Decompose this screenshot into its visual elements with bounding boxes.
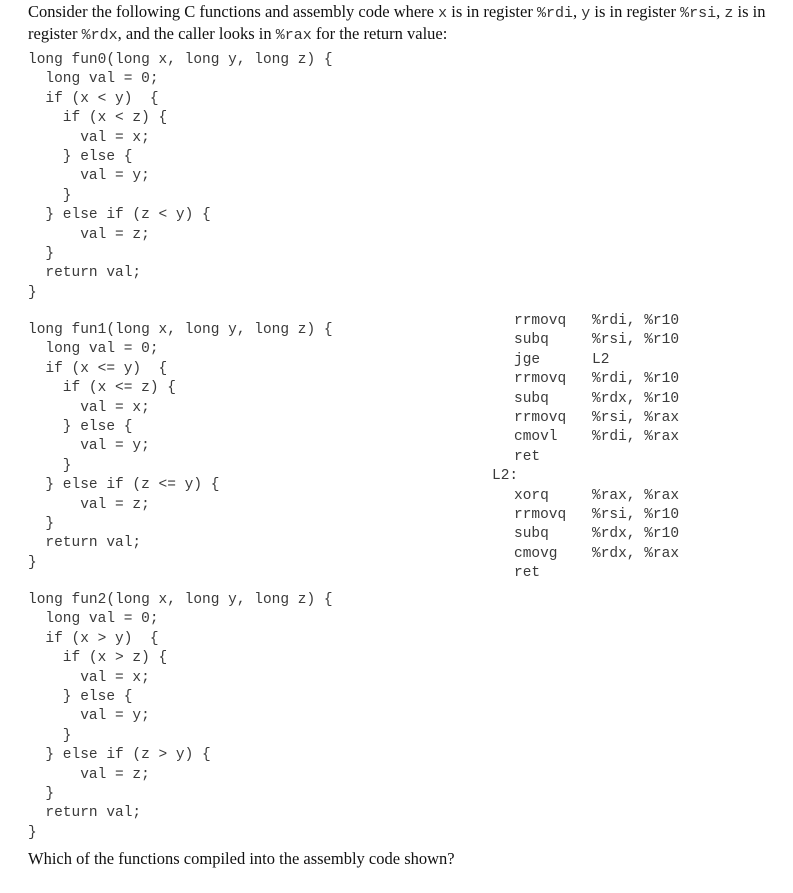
asm-instruction bbox=[492, 506, 679, 525]
code-line: } bbox=[28, 187, 72, 204]
asm-instruction bbox=[492, 564, 679, 583]
code-line: } bbox=[28, 785, 55, 802]
asm-label bbox=[492, 390, 514, 409]
asm-operands: L2 bbox=[592, 351, 610, 368]
code-line: if (x <= y) { bbox=[28, 360, 168, 377]
asm-instruction bbox=[492, 312, 679, 331]
reg-rax: %rax bbox=[275, 27, 312, 44]
asm-label-row bbox=[492, 467, 679, 486]
asm-opcode: cmovl bbox=[514, 429, 558, 446]
asm-operands: %rax, %rax bbox=[592, 487, 680, 504]
intro-text: is in register bbox=[28, 2, 766, 43]
asm-label bbox=[492, 545, 514, 564]
code-line: val = y; bbox=[28, 438, 150, 455]
code-line: if (x > z) { bbox=[28, 650, 168, 667]
code-line: long fun0(long x, long y, long z) { bbox=[28, 52, 333, 68]
code-line: } bbox=[28, 554, 37, 571]
asm-label bbox=[492, 331, 514, 350]
asm-label: L2: bbox=[492, 468, 519, 485]
asm-opcode: subq bbox=[514, 390, 549, 407]
asm-operands: %rdi, %r10 bbox=[592, 371, 680, 388]
intro-text: Consider the following C functions and assembly code where bbox=[28, 2, 439, 21]
intro-text: for the return value: bbox=[311, 24, 448, 43]
code-line: val = x; bbox=[28, 129, 150, 146]
code-line: } else if (z <= y) { bbox=[28, 477, 220, 494]
asm-instruction bbox=[492, 370, 679, 389]
code-line: } else if (z > y) { bbox=[28, 747, 211, 764]
intro-text: is in register bbox=[447, 2, 537, 21]
asm-instruction bbox=[492, 390, 679, 409]
code-line: } bbox=[28, 245, 55, 262]
code-line: if (x < z) { bbox=[28, 110, 168, 127]
code-line: return val; bbox=[28, 535, 142, 552]
reg-rdi: %rdi bbox=[536, 5, 573, 22]
asm-label bbox=[492, 564, 514, 583]
intro-text: , bbox=[572, 2, 582, 21]
asm-operands: %rdx, %r10 bbox=[592, 390, 680, 407]
asm-opcode: subq bbox=[514, 526, 549, 543]
code-line: val = z; bbox=[28, 226, 150, 243]
intro-text: , bbox=[716, 2, 725, 21]
asm-opcode: rrmovq bbox=[514, 371, 567, 388]
asm-label bbox=[492, 312, 514, 331]
asm-opcode: jge bbox=[514, 351, 541, 368]
code-line: val = y; bbox=[28, 708, 150, 725]
asm-opcode: subq bbox=[514, 332, 549, 349]
var-x: x bbox=[438, 5, 448, 22]
code-line: if (x > y) { bbox=[28, 630, 159, 647]
code-line: long fun1(long x, long y, long z) { bbox=[28, 322, 333, 338]
code-line: val = z; bbox=[28, 766, 150, 783]
code-line: } bbox=[28, 284, 37, 301]
code-line: } bbox=[28, 457, 72, 474]
code-line: } bbox=[28, 824, 37, 841]
reg-rdx: %rdx bbox=[81, 27, 118, 44]
code-line: } else if (z < y) { bbox=[28, 207, 211, 224]
asm-operands: %rdx, %rax bbox=[592, 545, 680, 562]
asm-label bbox=[492, 409, 514, 428]
var-z: z bbox=[724, 5, 734, 22]
asm-label bbox=[492, 351, 514, 370]
asm-instruction bbox=[492, 545, 679, 564]
reg-rsi: %rsi bbox=[680, 5, 717, 22]
code-line: } bbox=[28, 515, 55, 532]
asm-opcode: cmovg bbox=[514, 545, 558, 562]
asm-opcode: rrmovq bbox=[514, 506, 567, 523]
code-line: long val = 0; bbox=[28, 71, 159, 88]
code-block-fun1 bbox=[28, 321, 333, 573]
code-line: return val; bbox=[28, 265, 142, 282]
code-line: val = z; bbox=[28, 496, 150, 513]
asm-opcode: xorq bbox=[514, 487, 549, 504]
code-line: if (x < y) { bbox=[28, 90, 159, 107]
asm-operands: %rsi, %r10 bbox=[592, 506, 680, 523]
asm-instruction bbox=[492, 448, 679, 467]
asm-instruction bbox=[492, 487, 679, 506]
asm-instruction bbox=[492, 525, 679, 544]
asm-label bbox=[492, 487, 514, 506]
code-block-fun0 bbox=[28, 51, 333, 303]
intro-paragraph bbox=[28, 2, 788, 46]
asm-instruction bbox=[492, 428, 679, 447]
code-line: return val; bbox=[28, 805, 142, 822]
asm-instruction bbox=[492, 351, 679, 370]
code-line: long fun2(long x, long y, long z) { bbox=[28, 592, 333, 608]
asm-operands: %rdi, %rax bbox=[592, 429, 680, 446]
var-y: y bbox=[581, 5, 591, 22]
asm-operands: %rsi, %rax bbox=[592, 409, 680, 426]
asm-opcode: ret bbox=[514, 448, 541, 465]
code-block-fun2 bbox=[28, 591, 333, 843]
code-line: } else { bbox=[28, 688, 133, 705]
asm-opcode: ret bbox=[514, 565, 541, 582]
asm-operands: %rdx, %r10 bbox=[592, 526, 680, 543]
assembly-listing bbox=[492, 312, 679, 583]
code-line: } bbox=[28, 727, 72, 744]
code-line: val = y; bbox=[28, 168, 150, 185]
asm-opcode: rrmovq bbox=[514, 409, 567, 426]
asm-label bbox=[492, 370, 514, 389]
code-line: } else { bbox=[28, 418, 133, 435]
asm-opcode bbox=[518, 467, 596, 486]
asm-operands: %rsi, %r10 bbox=[592, 332, 680, 349]
asm-operands: %rdi, %r10 bbox=[592, 313, 680, 329]
code-line: long val = 0; bbox=[28, 341, 159, 358]
intro-text: is in register bbox=[590, 2, 681, 21]
asm-opcode: rrmovq bbox=[514, 313, 567, 329]
code-line: val = x; bbox=[28, 399, 150, 416]
question-text: Which of the functions compiled into the assembly code shown? bbox=[28, 849, 455, 868]
asm-label bbox=[492, 448, 514, 467]
code-line: val = x; bbox=[28, 669, 150, 686]
asm-instruction bbox=[492, 331, 679, 350]
asm-label bbox=[492, 506, 514, 525]
asm-label bbox=[492, 428, 514, 447]
code-line: } else { bbox=[28, 148, 133, 165]
asm-label bbox=[492, 525, 514, 544]
asm-instruction bbox=[492, 409, 679, 428]
code-line: long val = 0; bbox=[28, 611, 159, 628]
intro-text: , and the caller looks in bbox=[117, 24, 276, 43]
code-line: if (x <= z) { bbox=[28, 380, 176, 397]
